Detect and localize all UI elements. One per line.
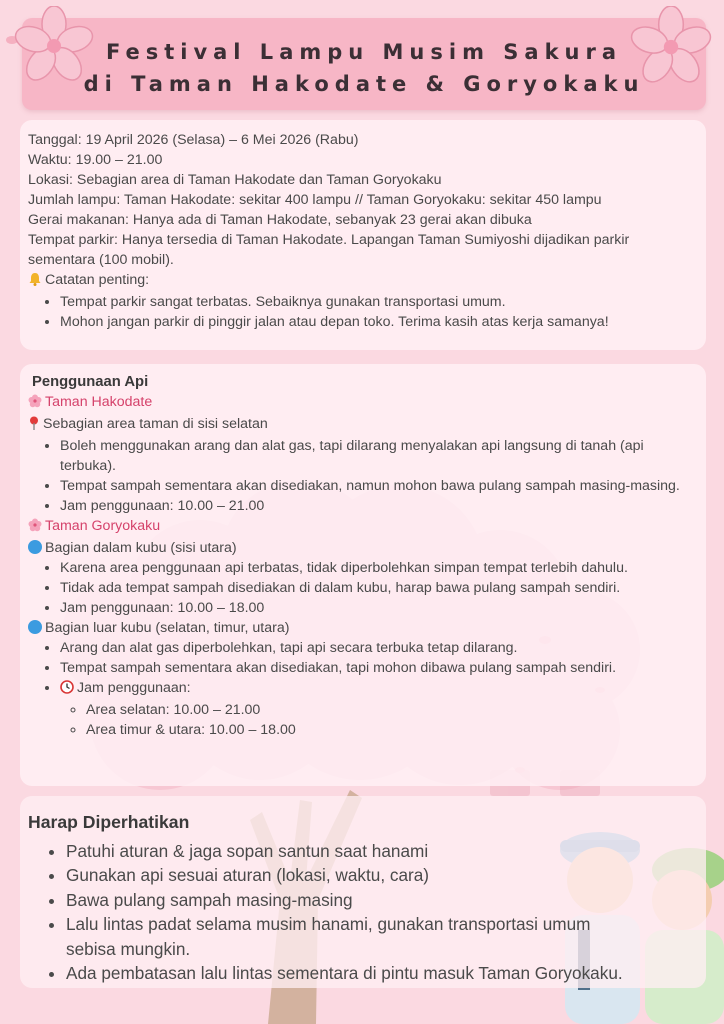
list-item: • Mohon jangan parkir di pinggir jalan atau depan toko. Terima kasih atas kerja samanya!	[60, 312, 698, 332]
goryokaku-inner-label	[28, 538, 698, 558]
goryokaku-outer-text: Bagian luar kubu (selatan, timur, utara)	[45, 620, 290, 636]
hakodate-area-text: Sebagian area taman di sisi selatan	[43, 416, 268, 432]
list-item: • Gunakan api sesuai aturan (lokasi, waktu, cara)	[66, 863, 698, 888]
fire-usage-card	[20, 364, 706, 786]
list-item: • Tidak ada tempat sampah disediakan di dalam kubu, harap bawa pulang sampah sendiri.	[60, 578, 698, 598]
page-title-line-2: di Taman Hakodate & Goryokaku	[83, 72, 645, 96]
notice-title: Harap Diperhatikan	[28, 812, 190, 832]
bell-icon	[28, 272, 42, 292]
title-banner	[22, 18, 706, 110]
park-hakodate-title	[28, 392, 698, 414]
event-parking: Tempat parkir: Hanya tersedia di Taman Hakodate. Lapangan Taman Sumiyoshi dijadikan parkir sementara (100 mobil).	[28, 232, 630, 268]
park-goryokaku-title	[28, 516, 698, 538]
event-lamps: Jumlah lampu: Taman Hakodate: sekitar 400 lampu // Taman Goryokaku: sekitar 450 lampu	[28, 192, 602, 208]
list-item: ◦ Area selatan: 10.00 – 21.00	[86, 700, 698, 720]
park-goryokaku-name: Taman Goryokaku	[45, 518, 161, 534]
event-info-card	[20, 120, 706, 350]
pin-icon	[28, 416, 40, 436]
hakodate-area	[28, 414, 698, 436]
sakura-icon	[28, 518, 42, 538]
list-item: • Tempat sampah sementara akan disediakan, namun mohon bawa pulang sampah masing-masing.	[60, 476, 698, 496]
clock-icon	[60, 680, 74, 700]
list-item: • Lalu lintas padat selama musim hanami, gunakan transportasi umum sebisa mungkin.	[66, 912, 698, 961]
notice-card	[20, 796, 706, 988]
fire-usage-heading: Penggunaan Api	[32, 374, 149, 390]
event-stalls: Gerai makanan: Hanya ada di Taman Hakodate, sebanyak 23 gerai akan dibuka	[28, 212, 532, 228]
park-hakodate-name: Taman Hakodate	[45, 394, 153, 410]
list-item: • Jam penggunaan: 10.00 – 21.00	[60, 496, 698, 516]
sakura-icon	[28, 394, 42, 414]
list-item: • Patuhi aturan & jaga sopan santun saat hanami	[66, 839, 698, 864]
goryokaku-outer-label	[28, 618, 698, 638]
list-item: • Arang dan alat gas diperbolehkan, tapi api secara terbuka tetap dilarang.	[60, 638, 698, 658]
blue-circle-icon	[28, 540, 42, 554]
important-note-text: Catatan penting:	[45, 272, 150, 288]
goryokaku-inner-text: Bagian dalam kubu (sisi utara)	[45, 540, 237, 556]
list-item: • Tempat parkir sangat terbatas. Sebaiknya gunakan transportasi umum.	[60, 292, 698, 312]
list-item: • Boleh menggunakan arang dan alat gas, tapi dilarang menyalakan api langsung di tanah (api terbuka).	[60, 436, 698, 476]
hours-label: Jam penggunaan:	[77, 680, 191, 696]
list-item: • Ada pembatasan lalu lintas sementara di pintu masuk Taman Goryokaku.	[66, 961, 698, 986]
list-item	[60, 678, 698, 740]
event-time: Waktu: 19.00 – 21.00	[28, 152, 163, 168]
list-item: • Jam penggunaan: 10.00 – 18.00	[60, 598, 698, 618]
list-item: • Tempat sampah sementara akan disediakan, tapi mohon dibawa pulang sampah sendiri.	[60, 658, 698, 678]
event-location: Lokasi: Sebagian area di Taman Hakodate dan Taman Goryokaku	[28, 172, 442, 188]
blue-circle-icon	[28, 620, 42, 634]
list-item: • Bawa pulang sampah masing-masing	[66, 888, 698, 913]
event-date: Tanggal: 19 April 2026 (Selasa) – 6 Mei 2026 (Rabu)	[28, 132, 359, 148]
important-note-label	[28, 270, 698, 292]
list-item: • Karena area penggunaan api terbatas, tidak diperbolehkan simpan tempat terlebih dahulu.	[60, 558, 698, 578]
page-title-line-1: Festival Lampu Musim Sakura	[105, 40, 623, 64]
list-item: ◦ Area timur & utara: 10.00 – 18.00	[86, 720, 698, 740]
